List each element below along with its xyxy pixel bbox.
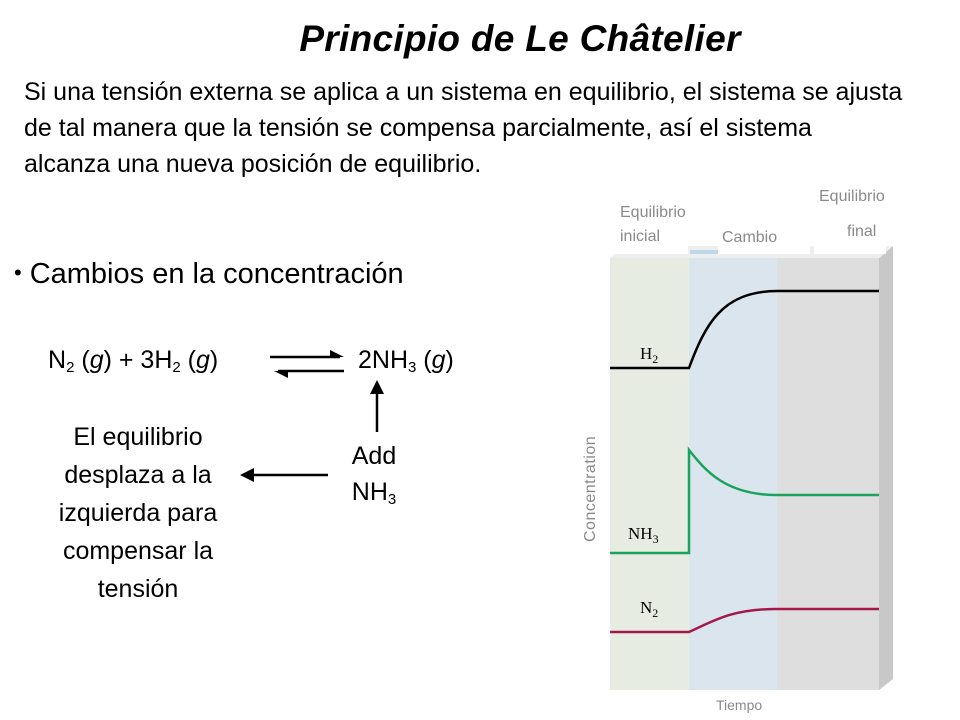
product-state: (g) (416, 346, 454, 374)
h2-label: $H_2$ (640, 344, 659, 366)
bullet-glyph: • (14, 260, 22, 285)
definition-paragraph: Si una tensión externa se aplica a un sistema en equilibrio, el sistema se ajusta de tal manera que la tensión se compensa parcialmente, así el sistema alcanza una nueva posición de equilibrio. (24, 78, 903, 178)
region-initial (610, 258, 689, 690)
bullet-text: Cambios en la concentración (29, 258, 404, 290)
add-label: Add (351, 442, 397, 470)
x-axis-label: Tiempo (716, 697, 763, 713)
phase-final-line2: final (847, 223, 877, 240)
nh3-species-label: $NH_3$ (628, 524, 659, 546)
phase-initial-line1: Equilibrio (620, 204, 686, 221)
box-side-face (879, 246, 893, 690)
region-final (777, 258, 879, 690)
reactant-n-sub: 2 (66, 359, 75, 376)
reactant-mid: (g) + 3H (74, 346, 173, 374)
reactant-h-state: (g) (180, 346, 219, 374)
phase-initial-line2: inicial (620, 228, 661, 245)
nh3-text: NH (351, 478, 388, 506)
slide-title: Principio de Le Châtelier (299, 18, 741, 59)
product-sub: 3 (408, 359, 417, 376)
product-nh: 2NH (358, 346, 409, 374)
reactant-n: N (48, 346, 67, 374)
phase-change-label: Cambio (722, 229, 778, 246)
phase-final-line1: Equilibrio (819, 188, 885, 205)
shift-explanation: El equilibrio desplaza a la izquierda para compensar la tensión (58, 423, 218, 603)
nh3-sub: 3 (387, 491, 397, 508)
n2-label: $N_2$ (640, 598, 659, 620)
y-axis-label: Concentration (582, 435, 599, 542)
reactant-h-sub: 2 (172, 359, 181, 376)
